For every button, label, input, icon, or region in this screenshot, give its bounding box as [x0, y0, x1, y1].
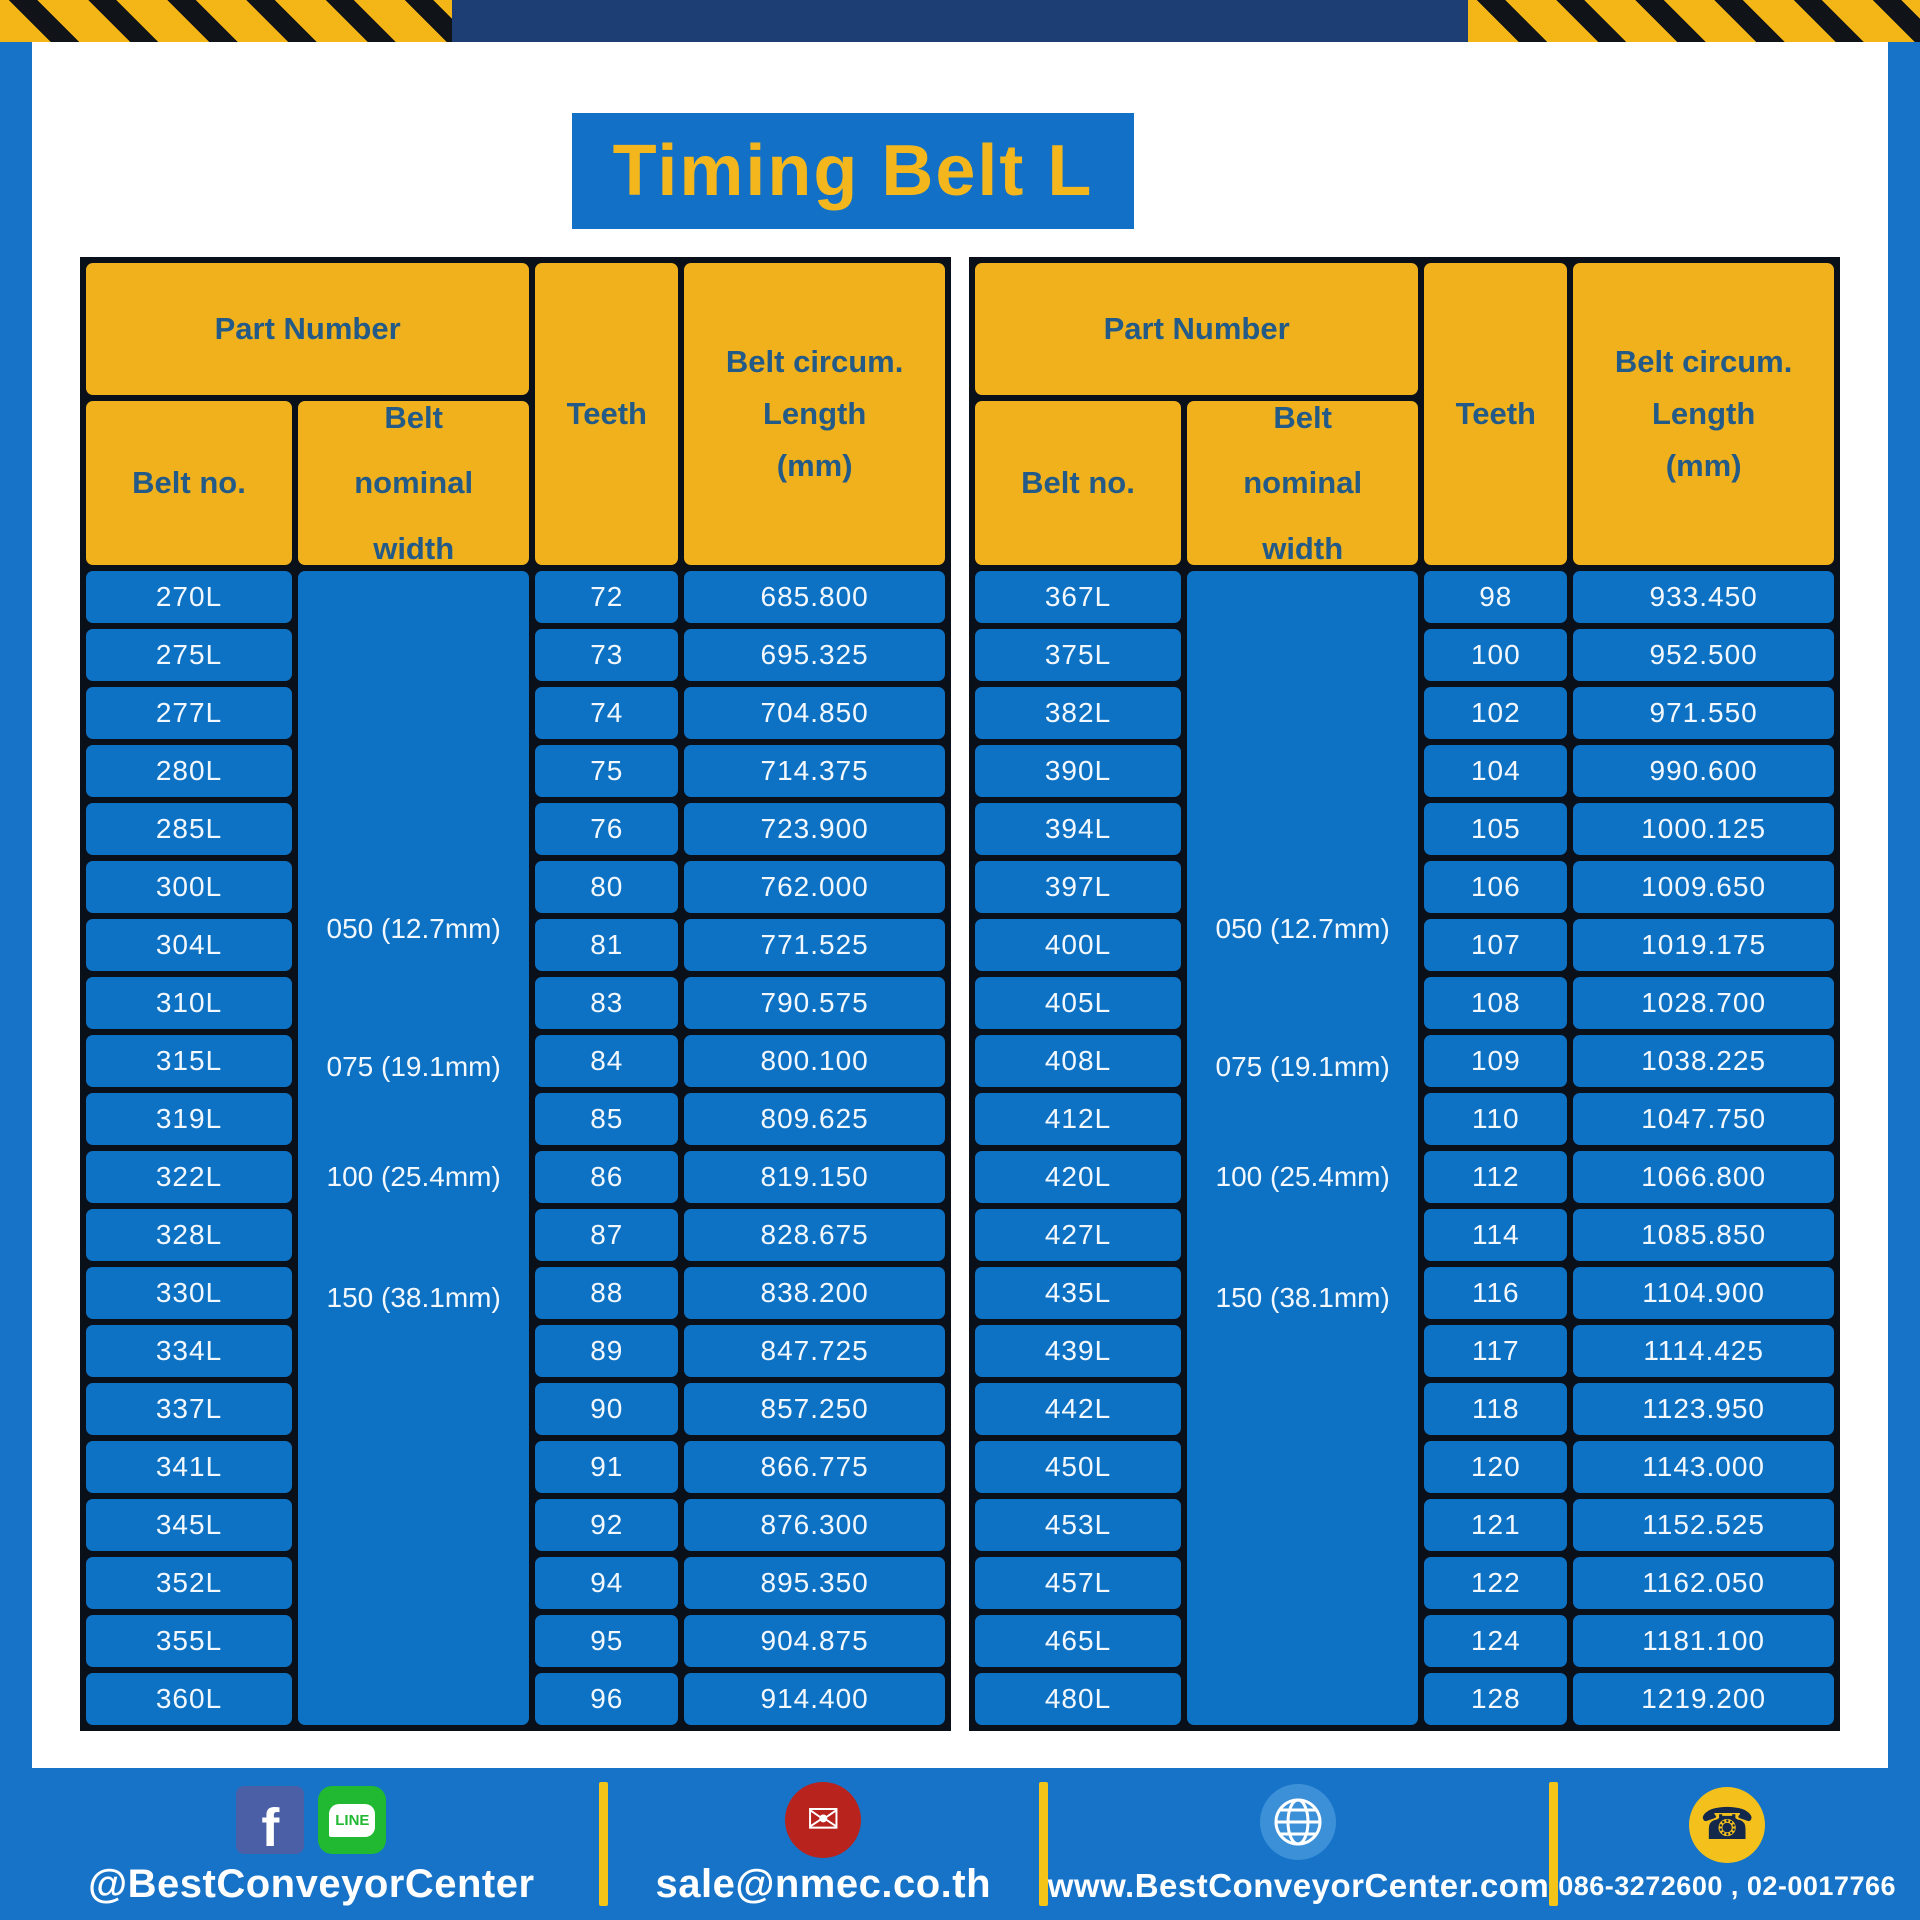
- content-area: [0, 42, 1920, 1768]
- footer-bar: [0, 1768, 1920, 1920]
- belt-value-cell: 394L: [975, 803, 1181, 855]
- belt-no-header: Belt no.: [975, 401, 1181, 565]
- page-title: Timing Belt L: [612, 131, 1094, 211]
- belt-value-cell: 322L: [86, 1151, 292, 1203]
- belt-value-cell: 480L: [975, 1673, 1181, 1725]
- belt-value-cell: 310L: [86, 977, 292, 1029]
- hazard-stripes-left: [0, 0, 452, 42]
- width-option: 050 (12.7mm): [326, 912, 501, 944]
- length-value-cell: 847.725: [684, 1325, 945, 1377]
- length-value-cell: 952.500: [1573, 629, 1834, 681]
- length-value-cell: 1143.000: [1573, 1441, 1834, 1493]
- spec-table-left: [80, 257, 951, 1731]
- length-value-cell: 790.575: [684, 977, 945, 1029]
- length-value-cell: 723.900: [684, 803, 945, 855]
- email-address: sale@nmec.co.th: [655, 1862, 992, 1906]
- teeth-value-cell: 106: [1424, 861, 1567, 913]
- length-value-cell: 1019.175: [1573, 919, 1834, 971]
- belt-value-cell: 400L: [975, 919, 1181, 971]
- belt-value-cell: 345L: [86, 1499, 292, 1551]
- teeth-value-cell: 98: [1424, 571, 1567, 623]
- belt-value-cell: 328L: [86, 1209, 292, 1261]
- belt-width-merged-cell: [298, 571, 529, 1725]
- length-value-cell: 876.300: [684, 1499, 945, 1551]
- teeth-value-cell: 92: [535, 1499, 678, 1551]
- belt-value-cell: 457L: [975, 1557, 1181, 1609]
- length-value-cell: 828.675: [684, 1209, 945, 1261]
- belt-value-cell: 450L: [975, 1441, 1181, 1493]
- teeth-value-cell: 100: [1424, 629, 1567, 681]
- footer-divider: [1549, 1782, 1558, 1906]
- line-icon: [318, 1786, 386, 1854]
- teeth-value-cell: 118: [1424, 1383, 1567, 1435]
- teeth-value-cell: 91: [535, 1441, 678, 1493]
- length-value-cell: 1028.700: [1573, 977, 1834, 1029]
- teeth-value-cell: 104: [1424, 745, 1567, 797]
- belt-value-cell: 319L: [86, 1093, 292, 1145]
- footer-website-section: [1048, 1774, 1549, 1914]
- teeth-value-cell: 117: [1424, 1325, 1567, 1377]
- belt-value-cell: 420L: [975, 1151, 1181, 1203]
- length-value-cell: 762.000: [684, 861, 945, 913]
- globe-icon: [1260, 1784, 1336, 1860]
- length-value-cell: 1085.850: [1573, 1209, 1834, 1261]
- teeth-value-cell: 102: [1424, 687, 1567, 739]
- belt-value-cell: 300L: [86, 861, 292, 913]
- belt-value-cell: 390L: [975, 745, 1181, 797]
- footer-email-section: [608, 1774, 1039, 1914]
- length-value-cell: 1104.900: [1573, 1267, 1834, 1319]
- belt-value-cell: 334L: [86, 1325, 292, 1377]
- width-option: 050 (12.7mm): [1215, 912, 1390, 944]
- teeth-value-cell: 87: [535, 1209, 678, 1261]
- teeth-value-cell: 109: [1424, 1035, 1567, 1087]
- spec-tables: [80, 257, 1840, 1731]
- belt-value-cell: 367L: [975, 571, 1181, 623]
- width-option: 150 (38.1mm): [1215, 1282, 1390, 1314]
- length-value-cell: 1152.525: [1573, 1499, 1834, 1551]
- hazard-stripe-band: [0, 0, 1920, 42]
- teeth-value-cell: 112: [1424, 1151, 1567, 1203]
- teeth-header: Teeth: [1424, 263, 1567, 565]
- belt-circum-line2: Length: [1651, 396, 1756, 431]
- teeth-value-cell: 72: [535, 571, 678, 623]
- teeth-value-cell: 74: [535, 687, 678, 739]
- footer-divider: [1039, 1782, 1048, 1906]
- belt-value-cell: 280L: [86, 745, 292, 797]
- belt-value-cell: 408L: [975, 1035, 1181, 1087]
- teeth-value-cell: 96: [535, 1673, 678, 1725]
- phone-numbers: 086-3272600 , 02-0017766: [1558, 1871, 1896, 1902]
- length-value-cell: 809.625: [684, 1093, 945, 1145]
- teeth-value-cell: 76: [535, 803, 678, 855]
- belt-value-cell: 341L: [86, 1441, 292, 1493]
- teeth-value-cell: 107: [1424, 919, 1567, 971]
- teeth-value-cell: 120: [1424, 1441, 1567, 1493]
- belt-value-cell: 277L: [86, 687, 292, 739]
- teeth-value-cell: 95: [535, 1615, 678, 1667]
- teeth-value-cell: 116: [1424, 1267, 1567, 1319]
- belt-value-cell: 427L: [975, 1209, 1181, 1261]
- width-option: 075 (19.1mm): [326, 1051, 501, 1083]
- length-value-cell: 971.550: [1573, 687, 1834, 739]
- belt-circum-header: [684, 263, 945, 565]
- teeth-header: Teeth: [535, 263, 678, 565]
- hazard-stripes-right: [1468, 0, 1920, 42]
- belt-value-cell: 453L: [975, 1499, 1181, 1551]
- length-value-cell: 704.850: [684, 687, 945, 739]
- teeth-value-cell: 83: [535, 977, 678, 1029]
- belt-value-cell: 275L: [86, 629, 292, 681]
- teeth-value-cell: 110: [1424, 1093, 1567, 1145]
- footer-divider: [599, 1782, 608, 1906]
- teeth-value-cell: 114: [1424, 1209, 1567, 1261]
- social-icons: [236, 1781, 386, 1859]
- belt-circum-line1: Belt circum.: [725, 344, 904, 379]
- teeth-value-cell: 128: [1424, 1673, 1567, 1725]
- length-value-cell: 914.400: [684, 1673, 945, 1725]
- length-value-cell: 771.525: [684, 919, 945, 971]
- belt-circum-line1: Belt circum.: [1614, 344, 1793, 379]
- length-value-cell: 990.600: [1573, 745, 1834, 797]
- belt-width-header: Belt nominal width: [298, 401, 529, 565]
- length-value-cell: 714.375: [684, 745, 945, 797]
- length-value-cell: 1009.650: [1573, 861, 1834, 913]
- belt-value-cell: 442L: [975, 1383, 1181, 1435]
- length-value-cell: 904.875: [684, 1615, 945, 1667]
- line-label: LINE: [329, 1804, 375, 1837]
- length-value-cell: 1162.050: [1573, 1557, 1834, 1609]
- length-value-cell: 695.325: [684, 629, 945, 681]
- length-value-cell: 1219.200: [1573, 1673, 1834, 1725]
- belt-value-cell: 270L: [86, 571, 292, 623]
- length-value-cell: 857.250: [684, 1383, 945, 1435]
- belt-width-header: Belt nominal width: [1187, 401, 1418, 565]
- teeth-value-cell: 124: [1424, 1615, 1567, 1667]
- teeth-value-cell: 81: [535, 919, 678, 971]
- website-url: www.BestConveyorCenter.com: [1047, 1866, 1550, 1904]
- part-number-header: Part Number: [86, 263, 529, 395]
- length-value-cell: 1123.950: [1573, 1383, 1834, 1435]
- length-value-cell: 933.450: [1573, 571, 1834, 623]
- length-value-cell: 685.800: [684, 571, 945, 623]
- footer-phone-section: [1558, 1774, 1896, 1914]
- teeth-value-cell: 80: [535, 861, 678, 913]
- belt-value-cell: 315L: [86, 1035, 292, 1087]
- teeth-value-cell: 89: [535, 1325, 678, 1377]
- email-icon: ✉: [785, 1782, 861, 1858]
- belt-value-cell: 375L: [975, 629, 1181, 681]
- length-value-cell: 1066.800: [1573, 1151, 1834, 1203]
- social-handle: @BestConveyorCenter: [88, 1862, 535, 1906]
- teeth-value-cell: 85: [535, 1093, 678, 1145]
- belt-value-cell: 285L: [86, 803, 292, 855]
- belt-circum-line2: Length: [762, 396, 867, 431]
- length-value-cell: 895.350: [684, 1557, 945, 1609]
- width-option: 100 (25.4mm): [326, 1160, 501, 1192]
- belt-value-cell: 304L: [86, 919, 292, 971]
- belt-value-cell: 465L: [975, 1615, 1181, 1667]
- width-option: 100 (25.4mm): [1215, 1160, 1390, 1192]
- belt-value-cell: 352L: [86, 1557, 292, 1609]
- belt-value-cell: 435L: [975, 1267, 1181, 1319]
- length-value-cell: 1038.225: [1573, 1035, 1834, 1087]
- belt-value-cell: 355L: [86, 1615, 292, 1667]
- teeth-value-cell: 94: [535, 1557, 678, 1609]
- part-number-header: Part Number: [975, 263, 1418, 395]
- teeth-value-cell: 75: [535, 745, 678, 797]
- title-banner: [572, 113, 1134, 229]
- teeth-value-cell: 86: [535, 1151, 678, 1203]
- length-value-cell: 1000.125: [1573, 803, 1834, 855]
- length-value-cell: 800.100: [684, 1035, 945, 1087]
- belt-value-cell: 405L: [975, 977, 1181, 1029]
- facebook-icon: f: [236, 1786, 304, 1854]
- belt-value-cell: 412L: [975, 1093, 1181, 1145]
- length-value-cell: 866.775: [684, 1441, 945, 1493]
- belt-value-cell: 337L: [86, 1383, 292, 1435]
- footer-social-section: [24, 1774, 599, 1914]
- belt-value-cell: 382L: [975, 687, 1181, 739]
- belt-value-cell: 360L: [86, 1673, 292, 1725]
- belt-value-cell: 439L: [975, 1325, 1181, 1377]
- length-value-cell: 1181.100: [1573, 1615, 1834, 1667]
- length-value-cell: 819.150: [684, 1151, 945, 1203]
- belt-value-cell: 330L: [86, 1267, 292, 1319]
- belt-circum-line3: (mm): [776, 448, 853, 483]
- teeth-value-cell: 73: [535, 629, 678, 681]
- belt-circum-line3: (mm): [1665, 448, 1742, 483]
- length-value-cell: 1047.750: [1573, 1093, 1834, 1145]
- belt-value-cell: 397L: [975, 861, 1181, 913]
- width-option: 150 (38.1mm): [326, 1282, 501, 1314]
- length-value-cell: 838.200: [684, 1267, 945, 1319]
- teeth-value-cell: 108: [1424, 977, 1567, 1029]
- phone-icon: ☎: [1689, 1787, 1765, 1863]
- spec-table-right: [969, 257, 1840, 1731]
- teeth-value-cell: 90: [535, 1383, 678, 1435]
- teeth-value-cell: 122: [1424, 1557, 1567, 1609]
- belt-width-merged-cell: [1187, 571, 1418, 1725]
- width-option: 075 (19.1mm): [1215, 1051, 1390, 1083]
- belt-no-header: Belt no.: [86, 401, 292, 565]
- teeth-value-cell: 84: [535, 1035, 678, 1087]
- length-value-cell: 1114.425: [1573, 1325, 1834, 1377]
- belt-circum-header: [1573, 263, 1834, 565]
- teeth-value-cell: 121: [1424, 1499, 1567, 1551]
- teeth-value-cell: 105: [1424, 803, 1567, 855]
- teeth-value-cell: 88: [535, 1267, 678, 1319]
